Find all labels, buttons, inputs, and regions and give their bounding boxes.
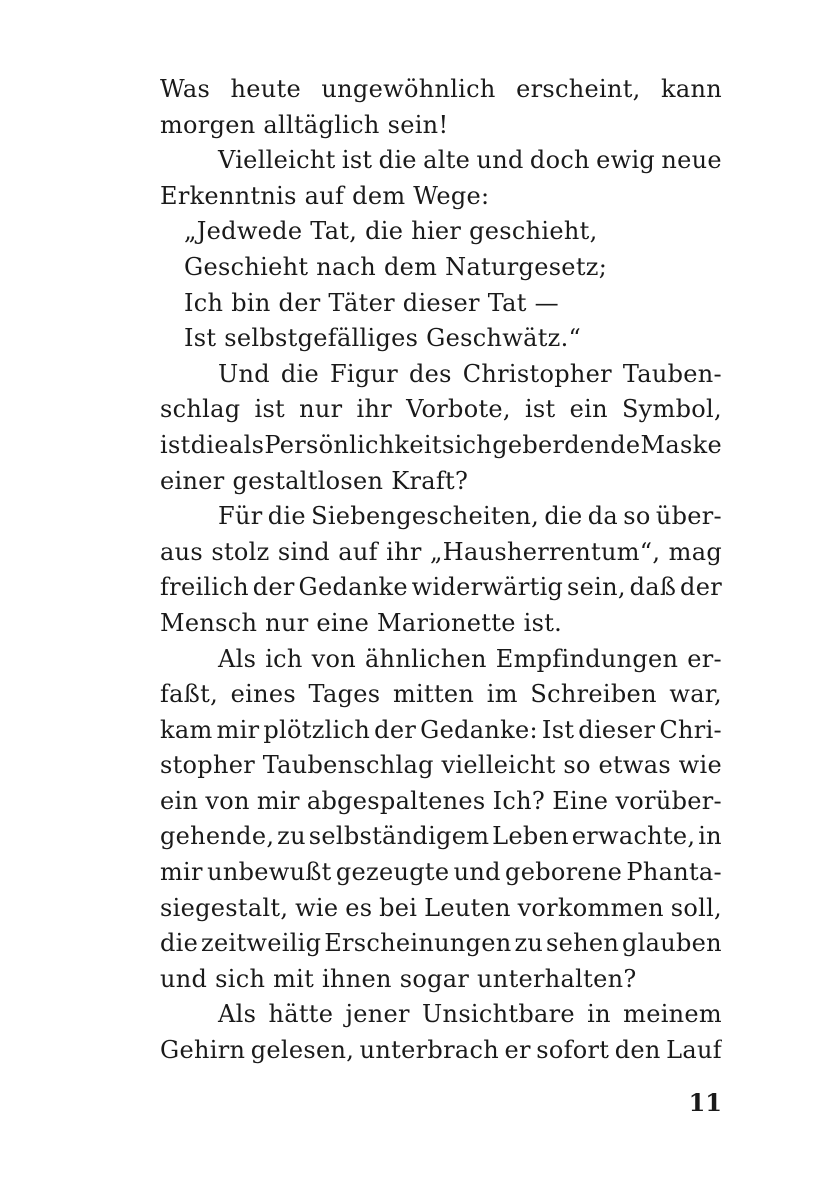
verse-line: „Jedwede Tat, die hier geschieht, xyxy=(184,217,598,246)
text-line: ein von mir abgespaltenes Ich? Eine vorüber- xyxy=(160,786,722,815)
text-line: siegestalt, wie es bei Leuten vorkommen soll, xyxy=(160,893,722,922)
text-line: Und die Figur des Christopher Tauben- xyxy=(218,359,722,388)
text-line: gehende, zu selbständigem Leben erwachte, in xyxy=(160,822,722,851)
page-number: 11 xyxy=(688,1088,722,1117)
text-line: Als hätte jener Unsichtbare in meinem xyxy=(218,1000,722,1029)
text-line: Mensch nur eine Marionette ist. xyxy=(160,608,563,637)
text-line: kam mir plötzlich der Gedanke: Ist dieser Chri- xyxy=(160,715,722,744)
text-line: freilich der Gedanke widerwärtig sein, daß der xyxy=(160,573,722,602)
text-line: stopher Taubenschlag vielleicht so etwas wie xyxy=(160,751,722,780)
page-body xyxy=(160,72,722,1069)
text-line: ist die als Persönlichkeit sich geberdende Maske xyxy=(160,430,722,459)
text-line: und sich mit ihnen sogar unterhalten? xyxy=(160,964,637,993)
text-line: Vielleicht ist die alte und doch ewig neue xyxy=(218,146,722,175)
text-line: faßt, eines Tages mitten im Schreiben war, xyxy=(160,680,722,709)
text-line: Was heute ungewöhnlich erscheint, kann xyxy=(160,75,722,103)
text-line: mir unbewußt gezeugte und geborene Phanta- xyxy=(160,858,722,887)
text-line: einer gestaltlosen Kraft? xyxy=(160,466,469,495)
text-line: Für die Siebengescheiten, die da so über- xyxy=(218,502,722,531)
text-line: Gehirn gelesen, unterbrach er sofort den Lauf xyxy=(160,1036,722,1065)
text-line: Als ich von ähnlichen Empfindungen er- xyxy=(218,644,722,673)
text-line: aus stolz sind auf ihr „Hausherrentum“, mag xyxy=(160,537,722,566)
text-line: morgen alltäglich sein! xyxy=(160,110,449,139)
text-line: die zeitweilig Erscheinungen zu sehen glauben xyxy=(160,929,722,958)
verse-line: Geschieht nach dem Naturgesetz; xyxy=(184,252,608,281)
text-line: Erkenntnis auf dem Wege: xyxy=(160,181,490,210)
verse-line: Ich bin der Täter dieser Tat — xyxy=(184,288,559,317)
verse-line: Ist selbstgefälliges Geschwätz.“ xyxy=(184,324,582,353)
text-line: schlag ist nur ihr Vorbote, ist ein Symbol, xyxy=(160,395,722,424)
